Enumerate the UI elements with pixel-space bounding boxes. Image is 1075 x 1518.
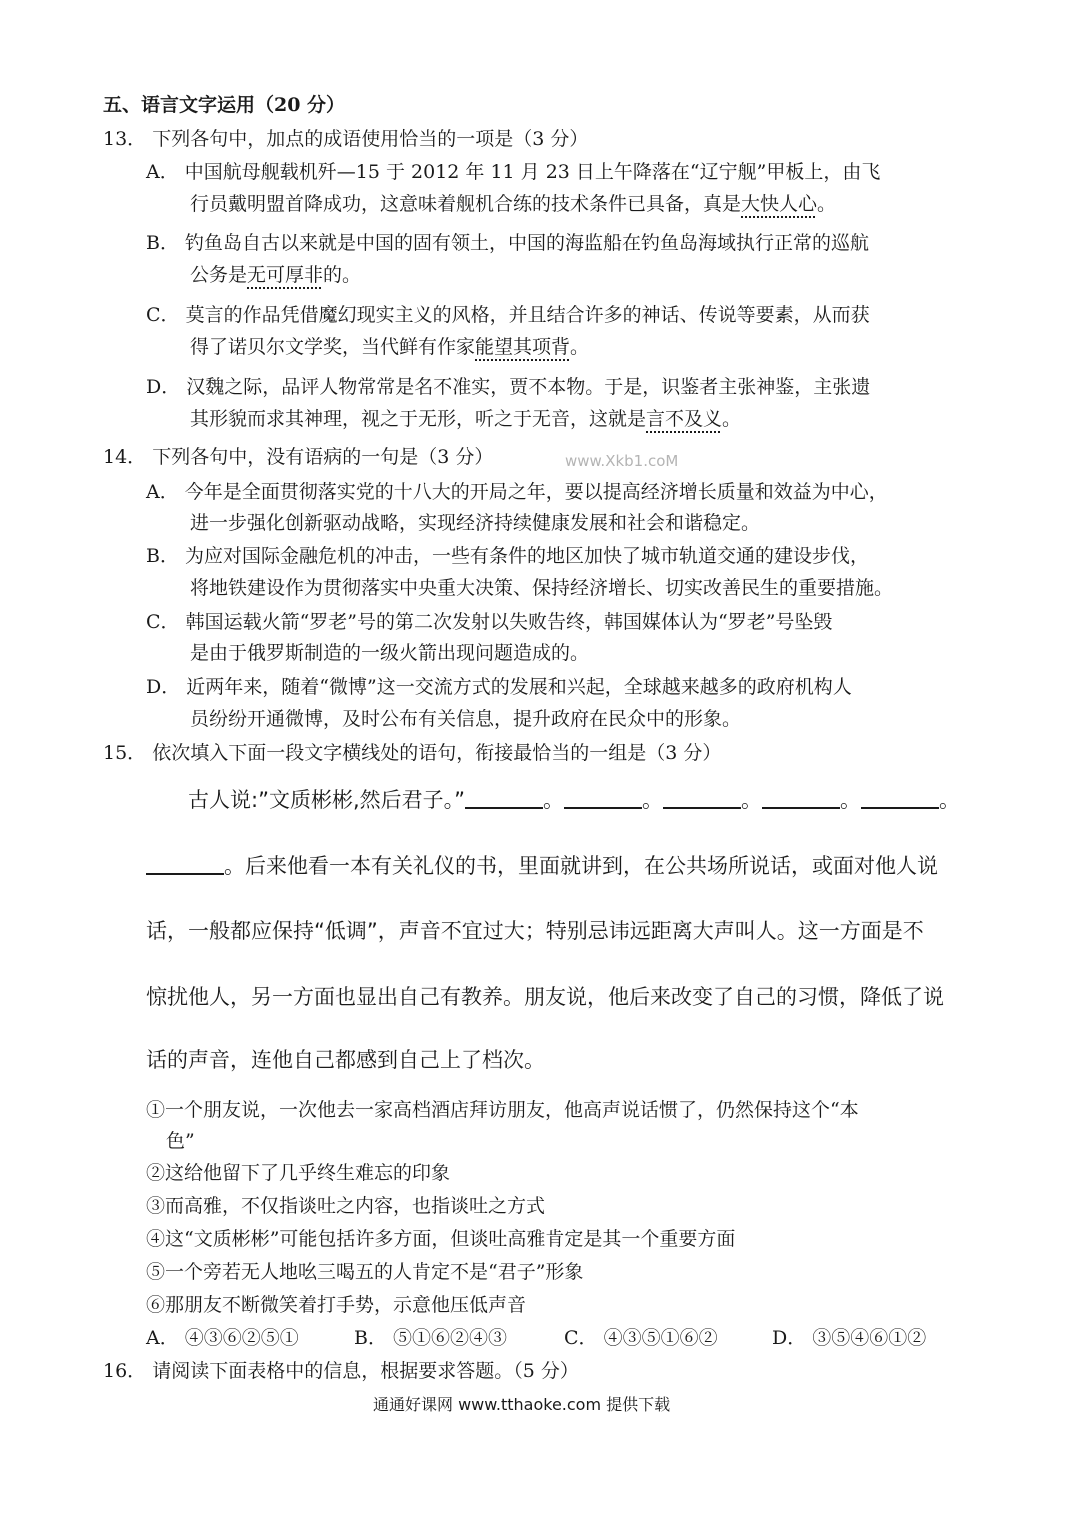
- dotted-idiom: 能望其项背: [475, 336, 571, 358]
- q14-option-c-line2: 是由于俄罗斯制造的一级火箭出现问题造成的。: [190, 642, 590, 664]
- q13-option-c-line2: 得了诺贝尔文学奖，当代鲜有作家能望其项背。: [190, 336, 590, 358]
- q15-option-a[interactable]: A． ④③⑥②⑤①: [146, 1327, 299, 1349]
- passage-line-5: 话的声音，连他自己都感到自己上了档次。: [146, 1048, 545, 1072]
- q13-option-d-line2: 其形貌而求其神理，视之于无形，听之于无音，这就是言不及义。: [190, 408, 742, 430]
- q15-option-b[interactable]: B． ⑤①⑥②④③: [354, 1327, 508, 1349]
- passage-line-2: 。后来他看一本有关礼仪的书，里面就讲到，在公共场所说话，或面对他人说: [146, 853, 938, 879]
- section-title: 五、语言文字运用（20 分）: [103, 94, 346, 116]
- q13-stem: 13． 下列各句中，加点的成语使用恰当的一项是（3 分）: [103, 128, 589, 150]
- answer-blank[interactable]: [861, 789, 939, 809]
- q13-option-b-line2: 公务是无可厚非的。: [190, 264, 362, 286]
- sentence-item-6: ⑥那朋友不断微笑着打手势，示意他压低声音: [146, 1294, 527, 1316]
- dotted-idiom: 言不及义: [646, 408, 723, 430]
- sentence-item-2: ②这给他留下了几乎终生难忘的印象: [146, 1162, 451, 1184]
- q13-option-d-line1: D． 汉魏之际，品评人物常常是名不准实，贾不本物。于是，识鉴者主张神鉴，主张遗: [146, 376, 871, 398]
- passage-line-3: 话，一般都应保持“低调”，声音不宜过大；特别忌讳远距离大声叫人。这一方面是不: [146, 919, 924, 943]
- answer-blank[interactable]: [663, 789, 741, 809]
- dotted-idiom: 大快人心: [741, 193, 818, 215]
- q15-option-d[interactable]: D． ③⑤④⑥①②: [772, 1327, 927, 1349]
- q14-option-a-line2: 进一步强化创新驱动战略，实现经济持续健康发展和社会和谐稳定。: [190, 512, 761, 534]
- q13-option-c-line1: C． 莫言的作品凭借魔幻现实主义的风格，并且结合许多的神话、传说等要素，从而获: [146, 304, 870, 326]
- q14-stem: 14． 下列各句中，没有语病的一句是（3 分）: [103, 446, 494, 468]
- sentence-item-5: ⑤一个旁若无人地吆三喝五的人肯定不是“君子”形象: [146, 1261, 584, 1283]
- q16-stem: 16． 请阅读下面表格中的信息，根据要求答题。（5 分）: [103, 1360, 579, 1382]
- dotted-idiom: 无可厚非: [247, 264, 324, 286]
- q13-option-a-line1: A． 中国航母舰载机歼—15 于 2012 年 11 月 23 日上午降落在“辽宁舰”甲板上，由飞: [146, 161, 881, 183]
- q14-option-b-line1: B． 为应对国际金融危机的冲击，一些有条件的地区加快了城市轨道交通的建设步伐，: [146, 545, 870, 567]
- q14-option-a-line1: A． 今年是全面贯彻落实党的十八大的开局之年，要以提高经济增长质量和效益为中心，: [146, 481, 888, 503]
- q15-option-c[interactable]: C． ④③⑤①⑥②: [564, 1327, 718, 1349]
- passage-line-1: 古人说:”文质彬彬,然后君子。” 。 。 。 。 。: [188, 788, 961, 812]
- q13-option-b-line1: B． 钓鱼岛自古以来就是中国的固有领土，中国的海监船在钓鱼岛海域执行正常的巡航: [146, 232, 870, 254]
- watermark: www.Xkb1.coM: [565, 452, 679, 470]
- q13-option-a-line2: 行员戴明盟首降成功，这意味着舰机合练的技术条件已具备，真是大快人心。: [190, 193, 837, 215]
- passage-line-4: 惊扰他人，另一方面也显出自己有教养。朋友说，他后来改变了自己的习惯，降低了说: [146, 985, 944, 1009]
- q14-option-b-line2: 将地铁建设作为贯彻落实中央重大决策、保持经济增长、切实改善民生的重要措施。: [190, 577, 894, 599]
- answer-blank[interactable]: [465, 789, 543, 809]
- sentence-item-4: ④这“文质彬彬”可能包括许多方面，但谈吐高雅肯定是其一个重要方面: [146, 1228, 736, 1250]
- answer-blank[interactable]: [762, 789, 840, 809]
- footer-credit: 通通好课网 www.tthaoke.com 提供下载: [373, 1395, 671, 1414]
- answer-blank[interactable]: [146, 855, 224, 875]
- sentence-item-1-cont: 色”: [166, 1130, 195, 1152]
- q14-option-d-line2: 员纷纷开通微博，及时公布有关信息，提升政府在民众中的形象。: [190, 708, 742, 730]
- q14-option-d-line1: D． 近两年来，随着“微博”这一交流方式的发展和兴起，全球越来越多的政府机构人: [146, 676, 852, 698]
- answer-blank[interactable]: [564, 789, 642, 809]
- sentence-item-3: ③而高雅，不仅指谈吐之内容，也指谈吐之方式: [146, 1195, 546, 1217]
- q15-stem: 15． 依次填入下面一段文字横线处的语句，衔接最恰当的一组是（3 分）: [103, 742, 722, 764]
- sentence-item-1: ①一个朋友说，一次他去一家高档酒店拜访朋友，他高声说话惯了，仍然保持这个“本: [146, 1099, 859, 1121]
- q14-option-c-line1: C． 韩国运载火箭“罗老”号的第二次发射以失败告终，韩国媒体认为“罗老”号坠毁: [146, 611, 833, 633]
